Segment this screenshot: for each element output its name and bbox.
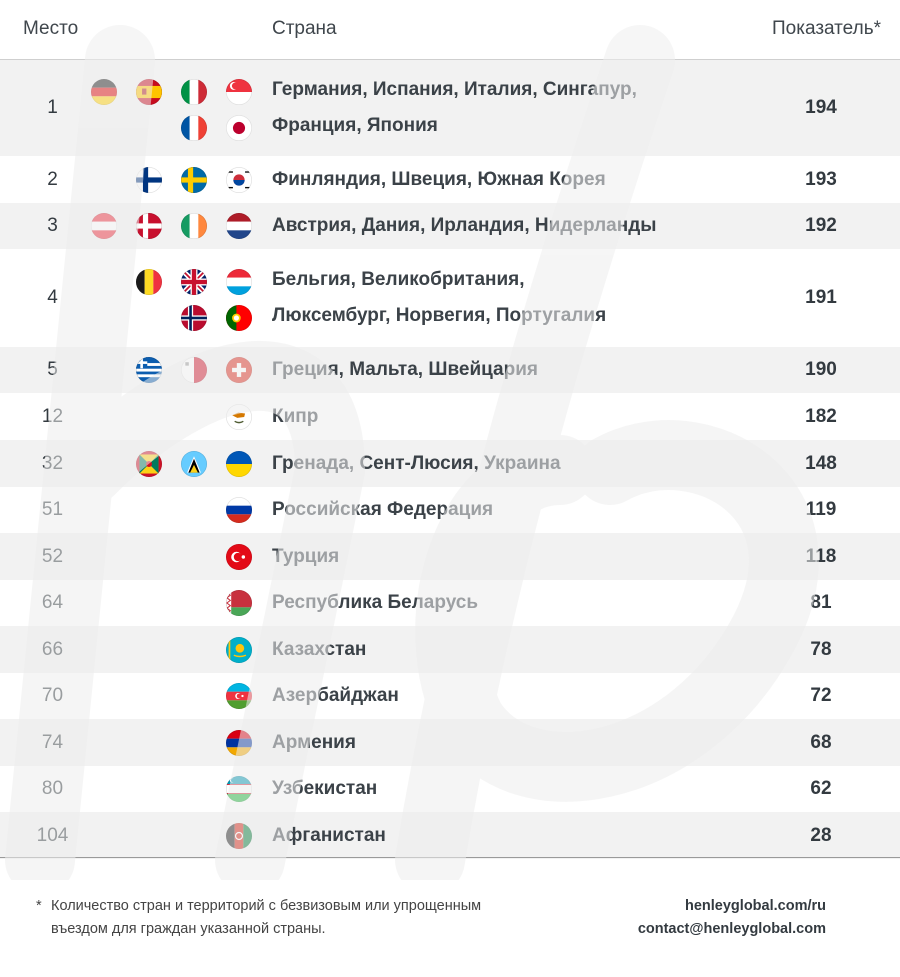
row-score: 192 <box>805 215 837 236</box>
row-countries: Азербайджан <box>272 685 399 706</box>
row-score: 62 <box>810 778 832 799</box>
greece-flag <box>136 357 162 383</box>
table-row <box>0 673 900 719</box>
row-countries: Германия, Испания, Италия, Сингапур, Франция, Япония <box>272 79 637 136</box>
ireland-flag <box>181 213 207 239</box>
row-score: 28 <box>810 824 832 846</box>
table-row <box>0 812 900 859</box>
row-score: 68 <box>810 731 832 753</box>
table-header <box>0 0 900 60</box>
row-countries: Греция, Мальта, Швейцария <box>272 359 538 380</box>
row-rank: 74 <box>41 731 64 753</box>
footer-divider <box>0 857 900 858</box>
row-rank: 104 <box>36 824 69 846</box>
turkey-flag <box>226 544 252 570</box>
row-score: 191 <box>805 287 837 308</box>
luxembourg-flag <box>226 269 252 295</box>
saint-lucia-flag <box>181 451 207 477</box>
row-rank: 32 <box>41 452 64 474</box>
row-countries: Гренада, Сент-Люсия, Украина <box>272 452 561 474</box>
table-row <box>0 60 900 156</box>
switzerland-flag <box>226 357 252 383</box>
row-countries: Узбекистан <box>272 778 378 799</box>
row-rank: 3 <box>47 215 58 236</box>
table-row <box>0 156 900 203</box>
row-countries: Турция <box>272 545 340 567</box>
row-score: 182 <box>805 405 837 427</box>
armenia-flag <box>226 730 252 756</box>
table-row <box>0 249 900 347</box>
spain-flag <box>136 79 162 105</box>
row-countries: Республика Беларусь <box>272 592 479 613</box>
table-row <box>0 626 900 673</box>
kazakhstan-flag <box>226 637 252 663</box>
table-row <box>0 487 900 533</box>
row-rank: 70 <box>41 685 64 706</box>
row-rank: 51 <box>41 499 64 520</box>
row-rank: 80 <box>41 778 64 799</box>
malta-flag <box>181 357 207 383</box>
japan-flag <box>226 115 252 141</box>
row-rank: 4 <box>47 287 58 308</box>
row-countries: Армения <box>272 731 356 753</box>
row-countries: Финляндия, Швеция, Южная Корея <box>272 168 606 190</box>
table-row <box>0 347 900 393</box>
table-row <box>0 533 900 580</box>
grenada-flag <box>136 451 162 477</box>
italy-flag <box>181 79 207 105</box>
row-countries: Российская Федерация <box>272 499 494 520</box>
footnote <box>36 895 506 941</box>
uzbekistan-flag <box>226 776 252 802</box>
row-score: 119 <box>805 499 837 520</box>
table-row <box>0 580 900 626</box>
email-link[interactable]: contact@henleyglobal.com <box>637 921 826 937</box>
germany-flag <box>91 79 117 105</box>
austria-flag <box>91 213 117 239</box>
portugal-flag <box>226 305 252 331</box>
south-korea-flag <box>226 167 252 193</box>
header-country: Страна <box>272 18 337 39</box>
france-flag <box>181 115 207 141</box>
table-row <box>0 766 900 812</box>
row-score: 194 <box>805 97 837 118</box>
ranking-table <box>0 60 900 859</box>
row-score: 78 <box>810 638 832 660</box>
cyprus-flag <box>226 404 252 430</box>
row-score: 193 <box>805 168 837 190</box>
row-rank: 12 <box>41 405 64 427</box>
row-countries: Австрия, Дания, Ирландия, Нидерланды <box>272 215 657 236</box>
website-link[interactable]: henleyglobal.com/ru <box>685 898 826 914</box>
row-rank: 5 <box>47 359 58 380</box>
russia-flag <box>226 497 252 523</box>
row-rank: 2 <box>47 168 58 190</box>
row-score: 118 <box>805 545 837 567</box>
row-rank: 52 <box>41 545 64 567</box>
afghanistan-flag <box>226 823 252 849</box>
row-rank: 66 <box>41 638 64 660</box>
row-rank: 64 <box>41 592 64 613</box>
row-score: 81 <box>810 592 832 613</box>
header-rank: Место <box>23 18 79 39</box>
table-row <box>0 203 900 249</box>
table-row <box>0 719 900 766</box>
belgium-flag <box>136 269 162 295</box>
netherlands-flag <box>226 213 252 239</box>
header-score: Показатель* <box>772 18 881 39</box>
table-row <box>0 440 900 487</box>
azerbaijan-flag <box>226 683 252 709</box>
singapore-flag <box>226 79 252 105</box>
row-rank: 1 <box>47 97 58 118</box>
footnote-star: * <box>36 898 42 914</box>
denmark-flag <box>136 213 162 239</box>
ukraine-flag <box>226 451 252 477</box>
row-score: 148 <box>805 452 837 474</box>
row-countries: Бельгия, Великобритания, Люксембург, Норвегия, Португалия <box>272 269 607 326</box>
table-row <box>0 393 900 440</box>
finland-flag <box>136 167 162 193</box>
sweden-flag <box>181 167 207 193</box>
row-countries: Казахстан <box>272 638 367 660</box>
united-kingdom-flag <box>181 269 207 295</box>
footnote-text: Количество стран и территорий с безвизовым или упрощенным въездом для граждан указанной страны. <box>51 898 482 937</box>
row-score: 190 <box>805 359 837 380</box>
belarus-flag <box>226 590 252 616</box>
contact-block <box>638 895 826 941</box>
row-score: 72 <box>810 685 832 706</box>
row-countries: Кипр <box>272 405 319 427</box>
norway-flag <box>181 305 207 331</box>
row-countries: Афганистан <box>272 824 386 846</box>
